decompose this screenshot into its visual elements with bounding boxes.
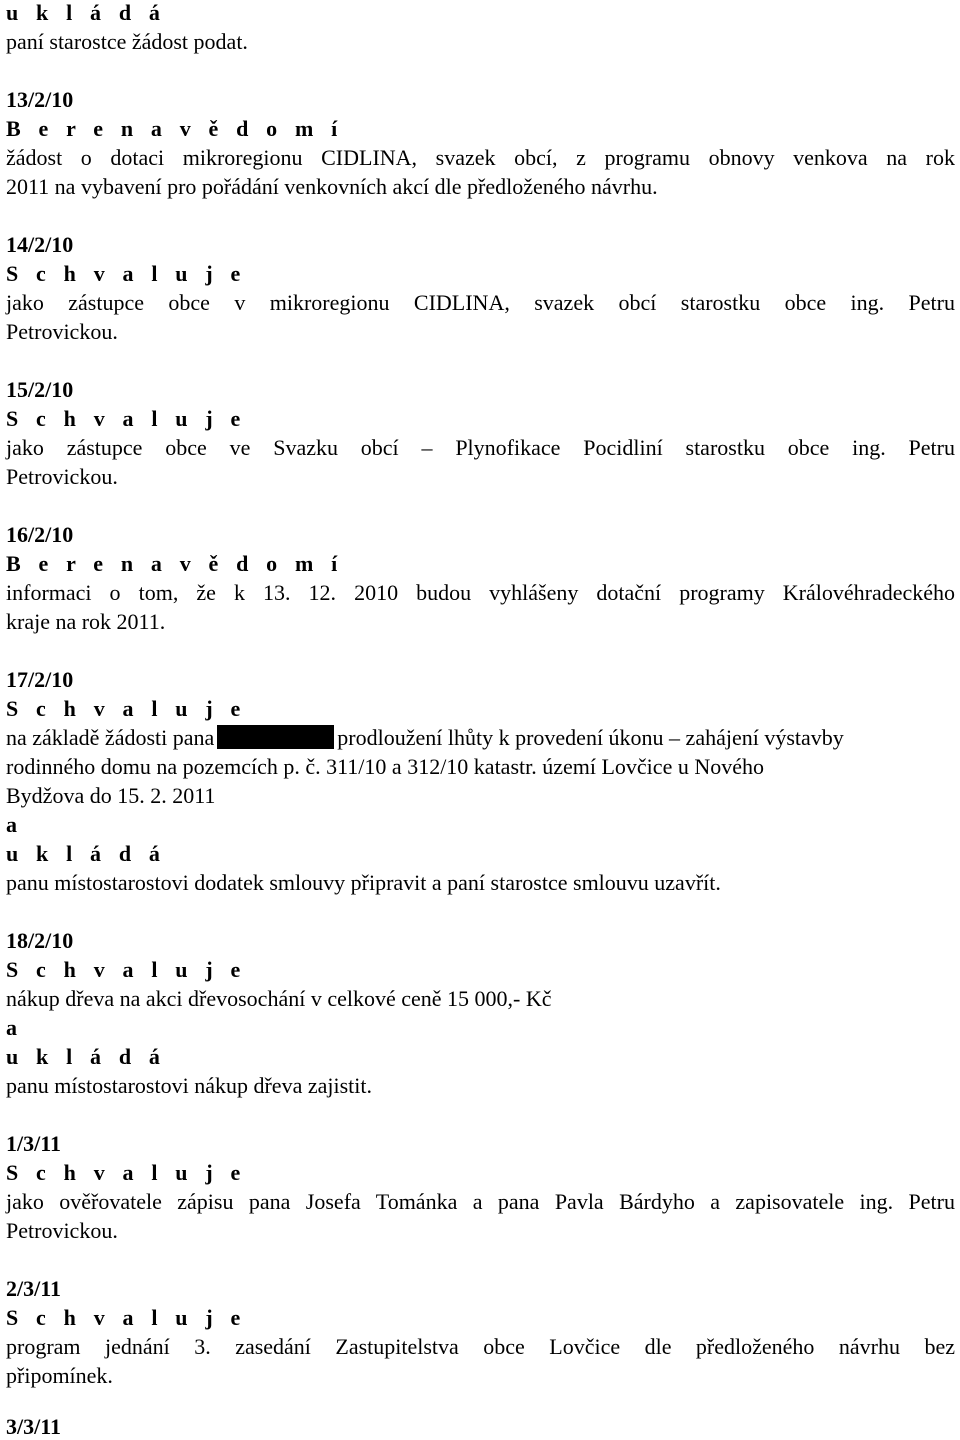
resolution-number: 15/2/10: [6, 377, 74, 402]
verb-schvaluje: S c h v a l u j e: [6, 1305, 247, 1330]
verb-bere-na-vedomi: B e r e n a v ě d o m í: [6, 551, 344, 576]
paragraph-line-start: na základě žádosti pana: [6, 725, 215, 750]
resolution-number: 17/2/10: [6, 667, 74, 692]
paragraph-text: panu místostarostovi nákup dřeva zajistit.: [6, 1073, 372, 1098]
paragraph-line: kraje na rok 2011.: [6, 609, 166, 634]
paragraph-line: Petrovickou.: [6, 319, 118, 344]
resolution-number: 13/2/10: [6, 87, 74, 112]
paragraph-line: program jednání 3. zasedání Zastupitelstva obce Lovčice dle předloženého návrhu bez: [6, 1334, 955, 1359]
verb-schvaluje: S c h v a l u j e: [6, 261, 247, 286]
conjunction: a: [6, 812, 17, 837]
paragraph-line: 2011 na vybavení pro pořádání venkovních akcí dle předloženého návrhu.: [6, 174, 658, 199]
verb-schvaluje: S c h v a l u j e: [6, 957, 247, 982]
paragraph-line: jako zástupce obce v mikroregionu CIDLINA, svazek obcí starostku obce ing. Petru: [6, 290, 955, 315]
conjunction: a: [6, 1015, 17, 1040]
paragraph-line: informaci o tom, že k 13. 12. 2010 budou vyhlášeny dotační programy Královéhradeckého: [6, 580, 955, 605]
verb-schvaluje: S c h v a l u j e: [6, 696, 247, 721]
paragraph-text: panu místostarostovi dodatek smlouvy připravit a paní starostce smlouvu uzavřít.: [6, 870, 721, 895]
redacted-name: [217, 725, 334, 749]
paragraph-text: paní starostce žádost podat.: [6, 29, 248, 54]
resolution-number: 1/3/11: [6, 1131, 62, 1156]
verb-bere-na-vedomi: B e r e n a v ě d o m í: [6, 116, 344, 141]
resolution-number: 18/2/10: [6, 928, 74, 953]
verb-schvaluje: S c h v a l u j e: [6, 406, 247, 431]
verb-schvaluje: S c h v a l u j e: [6, 1160, 247, 1185]
paragraph-line: [6, 725, 844, 751]
resolution-number: 2/3/11: [6, 1276, 62, 1301]
verb-uklada: u k l á d á: [6, 0, 167, 25]
resolution-number: 14/2/10: [6, 232, 74, 257]
paragraph-line: připomínek.: [6, 1363, 113, 1388]
paragraph-line: Petrovickou.: [6, 464, 118, 489]
paragraph-line: jako zástupce obce ve Svazku obcí – Plynofikace Pocidliní starostku obce ing. Petru: [6, 435, 955, 460]
paragraph-line: žádost o dotaci mikroregionu CIDLINA, svazek obcí, z programu obnovy venkova na rok: [6, 145, 955, 170]
paragraph-line: jako ověřovatele zápisu pana Josefa Tománka a pana Pavla Bárdyho a zapisovatele ing. Petru: [6, 1189, 955, 1214]
paragraph-line: Petrovickou.: [6, 1218, 118, 1243]
paragraph-text: nákup dřeva na akci dřevosochání v celkové ceně 15 000,- Kč: [6, 986, 552, 1011]
paragraph-line: rodinného domu na pozemcích p. č. 311/10 a 312/10 katastr. území Lovčice u Nového: [6, 754, 764, 779]
resolution-number: 3/3/11: [6, 1414, 62, 1439]
resolution-number: 16/2/10: [6, 522, 74, 547]
verb-uklada: u k l á d á: [6, 841, 167, 866]
verb-uklada: u k l á d á: [6, 1044, 167, 1069]
paragraph-line: Bydžova do 15. 2. 2011: [6, 783, 216, 808]
paragraph-line-end: prodloužení lhůty k provedení úkonu – zahájení výstavby: [337, 725, 844, 750]
